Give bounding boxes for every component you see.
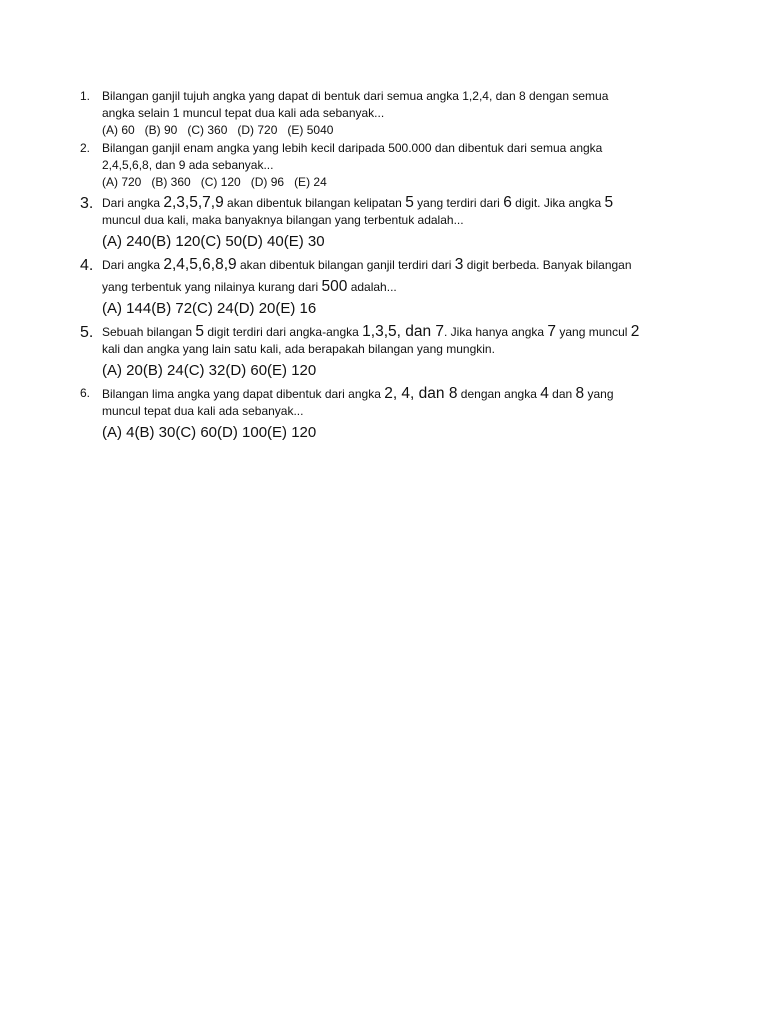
text: yang xyxy=(584,387,614,401)
number-text: 4 xyxy=(540,385,549,402)
number-text: 2 xyxy=(630,323,640,340)
text: Bilangan lima angka yang dapat dibentuk dari angka xyxy=(102,387,385,401)
number-text: 500 xyxy=(321,278,348,295)
question-text-line xyxy=(102,256,690,274)
question-text-line xyxy=(102,194,690,212)
text: yang muncul xyxy=(556,325,631,339)
text: digit terdiri dari angka-angka xyxy=(204,325,363,339)
question-text-line: muncul dua kali, maka banyaknya bilangan yang terbentuk adalah... xyxy=(102,213,464,227)
question-number: 5. xyxy=(80,324,94,341)
text: akan dibentuk bilangan ganjil terdiri dari xyxy=(236,258,455,272)
number-text: 1,3,5, dan 7 xyxy=(362,323,445,340)
question-4 xyxy=(80,256,690,319)
number-text: 7 xyxy=(547,323,557,340)
question-number: 1. xyxy=(80,89,91,103)
number-text: 6 xyxy=(503,194,512,211)
text: dengan angka xyxy=(457,387,541,401)
answer-options: (A) 144(B) 72(C) 24(D) 20(E) 16 xyxy=(102,300,317,317)
question-number: 4. xyxy=(80,257,94,274)
question-text-line: Bilangan ganjil tujuh angka yang dapat di bentuk dari semua angka 1,2,4, dan 8 dengan semua xyxy=(102,89,609,103)
question-text-line xyxy=(102,385,690,403)
question-2 xyxy=(80,140,690,190)
answer-options: (A) 20(B) 24(C) 32(D) 60(E) 120 xyxy=(102,362,317,379)
question-text-line: 2,4,5,6,8, dan 9 ada sebanyak... xyxy=(102,158,274,172)
answer-options: (A) 60 (B) 90 (C) 360 (D) 720 (E) 5040 xyxy=(102,123,334,137)
number-text: 5 xyxy=(604,194,614,211)
number-text: 2,3,5,7,9 xyxy=(163,194,224,211)
number-text: 5 xyxy=(405,194,414,211)
number-text: 2,4,5,6,8,9 xyxy=(163,256,237,273)
question-text-line: muncul tepat dua kali ada sebanyak... xyxy=(102,404,304,418)
text: Sebuah bilangan xyxy=(102,325,196,339)
document-body xyxy=(80,88,690,443)
question-1 xyxy=(80,88,690,138)
question-3 xyxy=(80,194,690,252)
answer-options: (A) 4(B) 30(C) 60(D) 100(E) 120 xyxy=(102,424,317,441)
text: dan xyxy=(548,387,576,401)
text: akan dibentuk bilangan kelipatan xyxy=(223,196,406,210)
text: Dari angka xyxy=(102,258,164,272)
text: yang terdiri dari xyxy=(413,196,504,210)
question-text-line: kali dan angka yang lain satu kali, ada berapakah bilangan yang mungkin. xyxy=(102,342,495,356)
number-text: 3 xyxy=(454,256,464,273)
number-text: 2, 4, dan 8 xyxy=(384,385,458,402)
answer-options: (A) 240(B) 120(C) 50(D) 40(E) 30 xyxy=(102,233,325,250)
question-text-line xyxy=(102,323,690,341)
question-text-line: Bilangan ganjil enam angka yang lebih kecil daripada 500.000 dan dibentuk dari semua angka xyxy=(102,141,603,155)
question-5 xyxy=(80,323,690,381)
text: digit. Jika angka xyxy=(511,196,605,210)
question-text-line xyxy=(102,278,690,296)
number-text: 5 xyxy=(195,323,205,340)
question-text-line: angka selain 1 muncul tepat dua kali ada sebanyak... xyxy=(102,106,385,120)
answer-options: (A) 720 (B) 360 (C) 120 (D) 96 (E) 24 xyxy=(102,175,327,189)
number-text: 8 xyxy=(575,385,585,402)
question-6 xyxy=(80,385,690,443)
question-number: 2. xyxy=(80,141,91,155)
text: adalah... xyxy=(347,280,397,294)
text: . Jika hanya angka xyxy=(444,325,548,339)
text: yang terbentuk yang nilainya kurang dari xyxy=(102,280,322,294)
text: Dari angka xyxy=(102,196,164,210)
text: digit berbeda. Banyak bilangan xyxy=(463,258,632,272)
question-number: 3. xyxy=(80,195,94,212)
question-number: 6. xyxy=(80,386,91,400)
